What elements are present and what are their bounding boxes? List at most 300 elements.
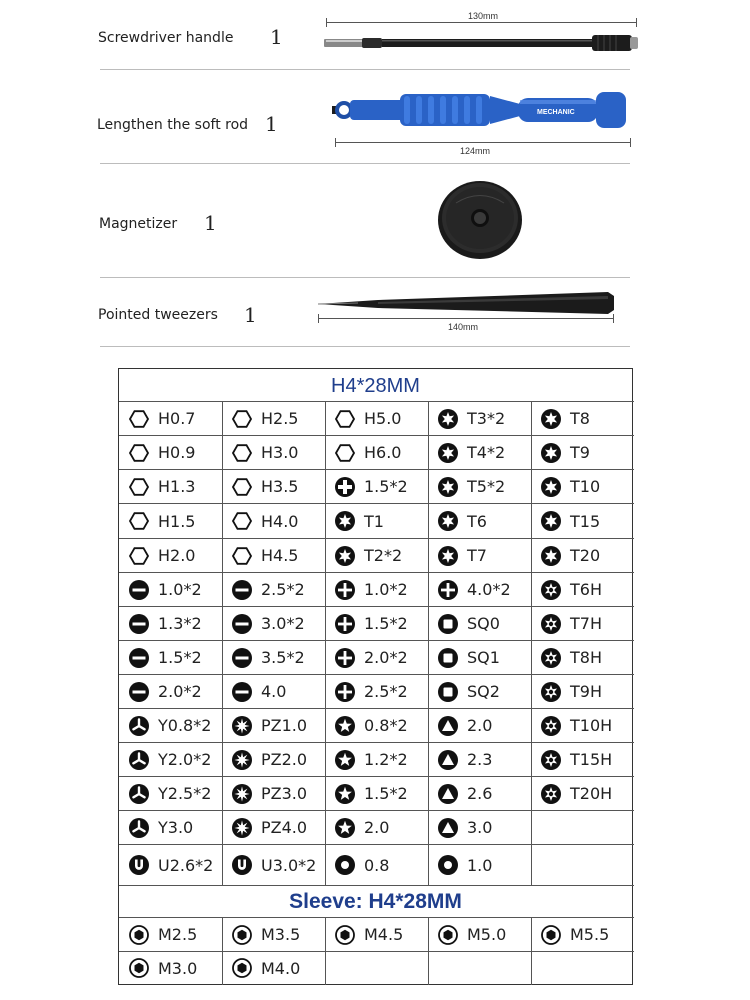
bit-cell: [129, 402, 222, 435]
dimension-tick: [318, 314, 319, 323]
accessory-qty-soft-rod: 1: [265, 112, 278, 136]
table-gridline: [222, 504, 223, 539]
table-gridline: [428, 709, 429, 743]
tri-wing-icon: [129, 784, 149, 804]
pozi-icon: [232, 750, 252, 770]
torx-icon: [438, 546, 458, 566]
star-icon: [335, 784, 355, 804]
table-gridline: [531, 402, 532, 436]
bit-size-label: PZ2.0: [261, 750, 308, 769]
table-gridline: [531, 641, 532, 675]
torx-hole-icon: [541, 580, 561, 600]
table-gridline: [119, 885, 634, 886]
tweezers-image: [318, 290, 618, 316]
bit-size-label: 4.0*2: [467, 580, 511, 599]
table-gridline: [222, 811, 223, 845]
bit-cell: [129, 777, 222, 810]
bit-size-label: 1.0*2: [364, 580, 408, 599]
bit-size-label: 1.5*2: [158, 648, 202, 667]
table-gridline: [531, 436, 532, 470]
hex-icon: [335, 409, 355, 429]
bit-cell: [129, 709, 222, 742]
accessory-qty-screwdriver-handle: 1: [270, 25, 283, 49]
bit-size-label: H6.0: [364, 443, 402, 462]
bit-size-label: SQ0: [467, 614, 500, 633]
hex-socket-icon: [129, 925, 149, 945]
bit-cell: [541, 539, 634, 572]
bit-size-label: M3.5: [261, 925, 301, 944]
bit-size-label: 0.8*2: [364, 716, 408, 735]
divider: [100, 163, 630, 164]
torx-hole-icon: [541, 716, 561, 736]
slot-icon: [129, 580, 149, 600]
torx-icon: [541, 511, 561, 531]
sleeve-title: Sleeve: H4*28MM: [289, 890, 462, 913]
divider: [100, 346, 630, 347]
bit-size-label: T20: [570, 546, 601, 565]
bit-cell: [129, 918, 222, 951]
dimension-label-handle: 130mm: [468, 11, 499, 21]
table-gridline: [428, 641, 429, 675]
bit-cell: [129, 470, 222, 503]
dimension-label-tweezers: 140mm: [448, 322, 479, 332]
tri-wing-icon: [129, 818, 149, 838]
bit-cell: [335, 436, 428, 469]
hex-icon: [232, 546, 252, 566]
bits-title: H4*28MM: [331, 375, 420, 397]
table-gridline: [531, 607, 532, 641]
slot-icon: [129, 648, 149, 668]
bit-size-label: H4.5: [261, 546, 299, 565]
divider: [100, 69, 630, 70]
brand-text: MECHANIC: [537, 109, 575, 116]
table-gridline: [325, 675, 326, 709]
table-gridline: [325, 470, 326, 504]
bit-size-label: SQ2: [467, 682, 500, 701]
cross-hollow-icon: [335, 477, 355, 497]
triangle-icon: [438, 784, 458, 804]
bit-size-label: M5.0: [467, 925, 507, 944]
table-gridline: [428, 845, 429, 886]
hex-icon: [129, 443, 149, 463]
table-gridline: [428, 539, 429, 573]
table-gridline: [222, 743, 223, 777]
bit-size-label: H0.7: [158, 409, 196, 428]
table-gridline: [222, 845, 223, 886]
torx-icon: [541, 477, 561, 497]
bit-cell: [438, 743, 531, 776]
dimension-tick: [326, 18, 327, 27]
square-icon: [438, 648, 458, 668]
bit-size-label: Y3.0: [158, 818, 194, 837]
bit-size-label: 1.0: [467, 855, 493, 875]
slot-icon: [129, 614, 149, 634]
bit-size-label: T1: [364, 511, 384, 531]
table-gridline: [531, 539, 532, 573]
torx-icon: [438, 409, 458, 429]
hex-icon: [232, 409, 252, 429]
table-gridline: [531, 573, 532, 607]
u-icon: [129, 855, 149, 875]
bit-size-label: T15H: [570, 750, 613, 769]
accessory-label-magnetizer: Magnetizer: [99, 216, 178, 232]
bit-size-label: 2.3: [467, 750, 493, 769]
table-gridline: [531, 709, 532, 743]
bit-size-label: 2.5*2: [364, 682, 408, 701]
bit-cell: [232, 811, 325, 844]
table-gridline: [325, 641, 326, 675]
hex-icon: [232, 477, 252, 497]
hex-icon: [232, 511, 252, 531]
table-gridline: [428, 504, 429, 539]
bit-cell: [129, 952, 222, 984]
bit-size-label: 1.3*2: [158, 614, 202, 633]
table-gridline: [222, 436, 223, 470]
bit-size-label: T5*2: [467, 477, 506, 496]
bit-size-label: H3.0: [261, 443, 299, 462]
bit-size-label: 1.5*2: [364, 614, 408, 633]
accessory-label-tweezers: Pointed tweezers: [98, 307, 218, 323]
bit-cell: [232, 777, 325, 810]
bit-cell: [232, 709, 325, 742]
bit-cell: [232, 539, 325, 572]
bit-cell: [335, 402, 428, 435]
dimension-line-handle: [326, 22, 636, 23]
bit-cell: [335, 845, 428, 885]
table-gridline: [428, 470, 429, 504]
bit-cell: [335, 470, 428, 503]
u-icon: [232, 855, 252, 875]
bit-size-label: 1.5*2: [364, 477, 408, 496]
table-gridline: [531, 675, 532, 709]
bit-cell: [541, 470, 634, 503]
torx-icon: [438, 443, 458, 463]
table-gridline: [325, 709, 326, 743]
bit-cell: [232, 402, 325, 435]
bit-cell: [438, 402, 531, 435]
bit-cell: [335, 573, 428, 606]
table-gridline: [222, 641, 223, 675]
bit-size-label: H4.0: [261, 511, 299, 531]
torx-hole-icon: [541, 682, 561, 702]
bit-cell: [438, 607, 531, 640]
table-gridline: [531, 952, 532, 985]
hex-socket-icon: [232, 958, 252, 978]
screwdriver-handle-image: [322, 30, 642, 56]
table-gridline: [325, 743, 326, 777]
bit-size-label: 1.0*2: [158, 580, 202, 599]
hex-icon: [129, 409, 149, 429]
divider: [100, 277, 630, 278]
table-gridline: [222, 918, 223, 952]
star-icon: [335, 750, 355, 770]
bit-size-label: 2.0: [364, 818, 390, 837]
bit-cell: [232, 641, 325, 674]
hex-socket-icon: [232, 925, 252, 945]
table-gridline: [428, 777, 429, 811]
bit-size-label: M4.5: [364, 925, 404, 944]
bit-size-label: T7H: [570, 614, 602, 633]
bit-cell: [438, 573, 531, 606]
bit-cell: [438, 845, 531, 885]
bit-size-label: T6H: [570, 580, 602, 599]
bit-cell: [438, 504, 531, 538]
bit-cell: [129, 436, 222, 469]
table-gridline: [531, 777, 532, 811]
bit-size-label: 3.0: [467, 818, 493, 837]
bit-cell: [129, 743, 222, 776]
pozi-icon: [232, 784, 252, 804]
bit-cell: [232, 470, 325, 503]
bit-cell: [232, 952, 325, 984]
bit-cell: [232, 845, 325, 885]
bit-size-label: T10: [570, 477, 601, 496]
bit-size-label: T7: [467, 546, 487, 565]
bit-cell: [335, 504, 428, 538]
bit-size-label: T15: [570, 511, 601, 531]
pozi-icon: [232, 818, 252, 838]
bit-size-label: H0.9: [158, 443, 196, 462]
bit-cell: [541, 607, 634, 640]
table-gridline: [428, 402, 429, 436]
dimension-line-rod: [335, 142, 630, 143]
star-icon: [335, 818, 355, 838]
hex-icon: [129, 511, 149, 531]
torx-icon: [335, 546, 355, 566]
bit-size-label: H2.5: [261, 409, 299, 428]
bit-cell: [129, 573, 222, 606]
bit-size-label: T20H: [570, 784, 613, 803]
phillips-icon: [438, 580, 458, 600]
accessory-qty-tweezers: 1: [244, 303, 257, 327]
torx-icon: [438, 511, 458, 531]
table-gridline: [531, 811, 532, 845]
bit-size-label: M3.0: [158, 958, 198, 978]
ring-icon: [335, 855, 355, 875]
torx-hole-icon: [541, 648, 561, 668]
bit-cell: [335, 811, 428, 844]
bit-cell: [129, 607, 222, 640]
bit-size-label: T2*2: [364, 546, 403, 565]
table-gridline: [428, 811, 429, 845]
table-gridline: [222, 470, 223, 504]
torx-icon: [541, 409, 561, 429]
table-gridline: [428, 743, 429, 777]
table-gridline: [325, 402, 326, 436]
bit-cell: [335, 777, 428, 810]
table-gridline: [428, 573, 429, 607]
bit-cell: [541, 743, 634, 776]
bit-cell: [232, 504, 325, 538]
bit-cell: [541, 402, 634, 435]
dimension-tick: [636, 18, 637, 27]
bit-size-label: PZ1.0: [261, 716, 308, 735]
bit-size-label: T10H: [570, 716, 613, 735]
torx-hole-icon: [541, 614, 561, 634]
table-gridline: [428, 675, 429, 709]
bit-cell: [232, 743, 325, 776]
screwdriver-image: [330, 86, 635, 136]
table-gridline: [325, 952, 326, 985]
bit-size-label: H1.3: [158, 477, 196, 496]
bit-size-label: M5.5: [570, 925, 610, 944]
bit-cell: [438, 470, 531, 503]
dimension-tick: [630, 138, 631, 147]
slot-icon: [232, 648, 252, 668]
accessory-label-soft-rod: Lengthen the soft rod: [97, 117, 249, 133]
bit-size-label: H3.5: [261, 477, 299, 496]
dimension-label-rod: 124mm: [460, 146, 491, 156]
ring-icon: [438, 855, 458, 875]
square-icon: [438, 614, 458, 634]
bit-size-label: 0.8: [364, 855, 390, 875]
table-gridline: [325, 539, 326, 573]
square-icon: [438, 682, 458, 702]
accessory-label-screwdriver-handle: Screwdriver handle: [98, 30, 234, 46]
bit-cell: [335, 641, 428, 674]
bit-cell: [129, 675, 222, 708]
bit-cell: [438, 641, 531, 674]
dimension-line-tweezers: [318, 318, 613, 319]
bit-cell: [438, 777, 531, 810]
slot-icon: [232, 682, 252, 702]
bit-cell: [541, 777, 634, 810]
bit-size-label: H1.5: [158, 511, 196, 531]
bit-cell: [335, 539, 428, 572]
hex-socket-icon: [129, 958, 149, 978]
hex-icon: [335, 443, 355, 463]
tri-wing-icon: [129, 716, 149, 736]
table-gridline: [428, 607, 429, 641]
bit-size-label: 1.2*2: [364, 750, 408, 769]
star-icon: [335, 716, 355, 736]
bit-size-label: PZ3.0: [261, 784, 308, 803]
bit-size-label: Y2.5*2: [158, 784, 212, 803]
tri-wing-icon: [129, 750, 149, 770]
slot-icon: [232, 580, 252, 600]
bit-size-label: T6: [467, 511, 487, 531]
bit-cell: [438, 675, 531, 708]
bit-cell: [438, 811, 531, 844]
table-gridline: [325, 845, 326, 886]
bit-size-label: SQ1: [467, 648, 500, 667]
phillips-icon: [335, 580, 355, 600]
phillips-icon: [335, 648, 355, 668]
bit-cell: [541, 504, 634, 538]
table-gridline: [222, 777, 223, 811]
bit-cell: [335, 918, 428, 951]
bit-cell: [335, 743, 428, 776]
bit-cell: [541, 436, 634, 469]
bit-cell: [232, 607, 325, 640]
table-gridline: [222, 539, 223, 573]
bit-size-label: Y2.0*2: [158, 750, 212, 769]
bit-size-label: T4*2: [467, 443, 506, 462]
bit-size-label: T8H: [570, 648, 602, 667]
dimension-tick: [613, 314, 614, 323]
bit-cell: [129, 641, 222, 674]
hex-socket-icon: [335, 925, 355, 945]
triangle-icon: [438, 750, 458, 770]
bit-size-label: M2.5: [158, 925, 198, 944]
bit-cell: [129, 504, 222, 538]
table-gridline: [325, 607, 326, 641]
hex-socket-icon: [541, 925, 561, 945]
bit-cell: [335, 675, 428, 708]
bit-size-label: T9H: [570, 682, 602, 701]
bit-size-label: U3.0*2: [261, 855, 317, 875]
triangle-icon: [438, 716, 458, 736]
bit-cell: [541, 573, 634, 606]
bit-size-label: 2.0*2: [158, 682, 202, 701]
bit-cell: [541, 641, 634, 674]
table-gridline: [325, 573, 326, 607]
table-gridline: [428, 952, 429, 985]
bit-cell: [541, 709, 634, 742]
bit-cell: [129, 539, 222, 572]
bit-size-label: PZ4.0: [261, 818, 308, 837]
bit-size-label: H5.0: [364, 409, 402, 428]
bit-size-label: 4.0: [261, 682, 287, 701]
bit-size-label: Y0.8*2: [158, 716, 212, 735]
bit-size-label: 2.0*2: [364, 648, 408, 667]
bit-size-label: U2.6*2: [158, 855, 214, 875]
bit-cell: [438, 918, 531, 951]
bit-cell: [335, 709, 428, 742]
bit-size-label: T8: [570, 409, 590, 428]
bit-size-label: M4.0: [261, 958, 301, 978]
bit-cell: [438, 436, 531, 469]
table-gridline: [531, 918, 532, 952]
table-gridline: [222, 607, 223, 641]
table-gridline: [222, 402, 223, 436]
dimension-tick: [335, 138, 336, 147]
table-gridline: [531, 743, 532, 777]
table-gridline: [531, 470, 532, 504]
bit-cell: [541, 675, 634, 708]
bit-size-label: 2.6: [467, 784, 493, 803]
phillips-icon: [335, 614, 355, 634]
table-gridline: [325, 811, 326, 845]
hex-socket-icon: [438, 925, 458, 945]
table-gridline: [428, 436, 429, 470]
torx-icon: [438, 477, 458, 497]
bit-cell: [232, 436, 325, 469]
slot-icon: [129, 682, 149, 702]
bit-cell: [129, 811, 222, 844]
phillips-icon: [335, 682, 355, 702]
torx-hole-icon: [541, 784, 561, 804]
pozi-icon: [232, 716, 252, 736]
table-gridline: [428, 918, 429, 952]
bit-size-label: 3.5*2: [261, 648, 305, 667]
torx-icon: [541, 443, 561, 463]
bit-cell: [129, 845, 222, 885]
bit-size-label: 2.5*2: [261, 580, 305, 599]
bit-cell: [232, 573, 325, 606]
bit-cell: [438, 539, 531, 572]
hex-icon: [129, 546, 149, 566]
bit-size-label: T9: [570, 443, 590, 462]
table-gridline: [222, 709, 223, 743]
bit-cell: [232, 675, 325, 708]
bit-cell: [541, 918, 634, 951]
accessory-qty-magnetizer: 1: [204, 211, 217, 235]
table-gridline: [222, 952, 223, 985]
table-gridline: [222, 675, 223, 709]
bit-size-label: T3*2: [467, 409, 506, 428]
table-gridline: [325, 777, 326, 811]
